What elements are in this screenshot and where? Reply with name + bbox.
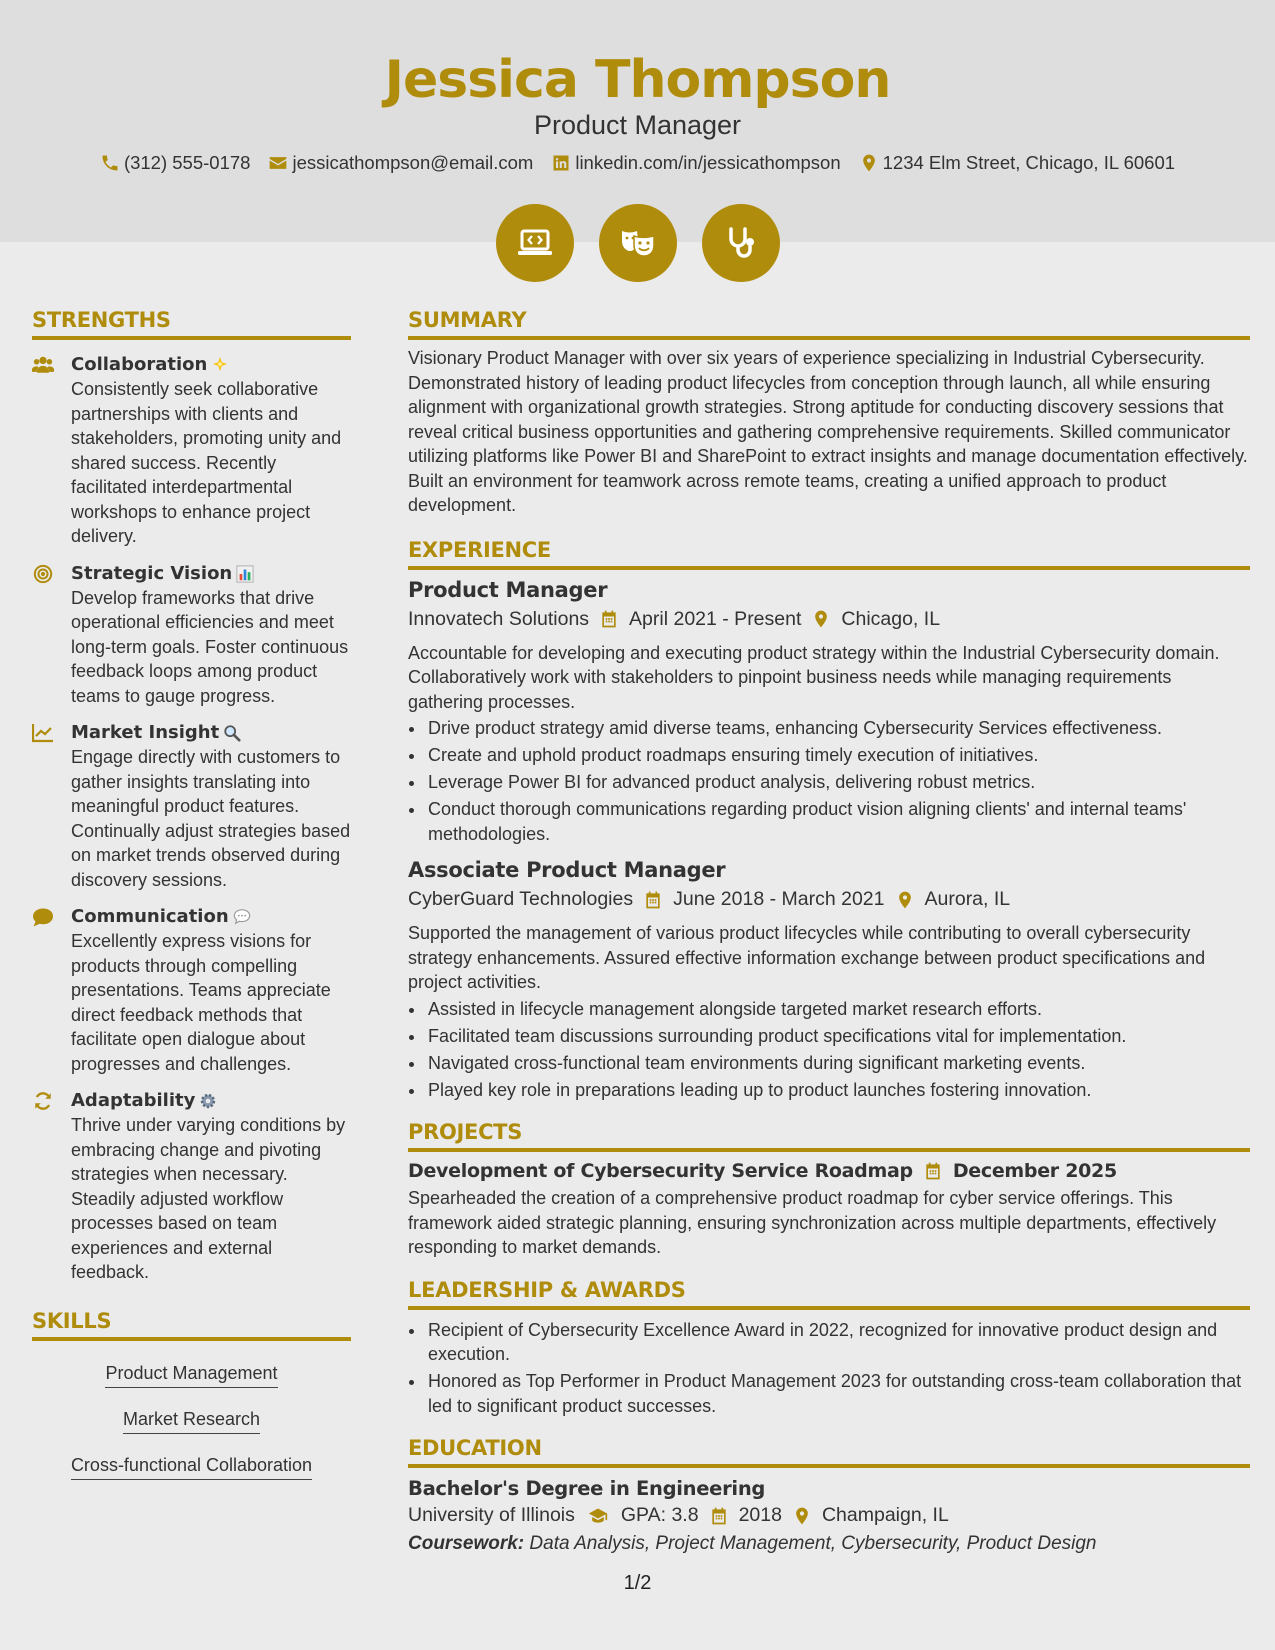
strength-name: Adaptability: [71, 1090, 196, 1111]
strength-adaptability: [32, 1089, 351, 1285]
job-title: Associate Product Manager: [408, 858, 726, 882]
strengths-heading: STRENGTHS: [32, 308, 351, 340]
strength-text: Thrive under varying conditions by embracing change and pivoting strategies when necessary. Steadily adjusted workflow processes based on team experiences and external feedback.: [71, 1115, 346, 1282]
skills-heading: SKILLS: [32, 1309, 351, 1341]
list-item: • Facilitated team discussions surrounding product specifications vital for implementation.: [426, 1024, 1250, 1049]
sparkle-emoji: [211, 356, 229, 374]
calendar-icon: [923, 1161, 943, 1181]
project-entry: [408, 1160, 1250, 1260]
strength-strategic-vision: [32, 562, 351, 709]
project-title: Development of Cybersecurity Service Roadmap: [408, 1160, 913, 1182]
strength-market-insight: [32, 721, 351, 892]
location-pin-icon: [792, 1506, 812, 1526]
leadership-list: [426, 1318, 1250, 1419]
job-description: Accountable for developing and executing product strategy within the Industrial Cybersecurity domain. Collaboratively work with stakeholders to pinpoint business needs while managing requirements gathering processes.: [408, 642, 1220, 712]
strength-text: Develop frameworks that drive operational efficiencies and meet long-term goals. Foster continuous feedback loops among product teams to gauge progress.: [71, 587, 349, 706]
candidate-title: Product Manager: [533, 110, 742, 140]
gpa: GPA: 3.8: [620, 1504, 699, 1526]
calendar-icon: [709, 1506, 729, 1526]
skill-item: Product Management: [105, 1361, 277, 1388]
contact-bar: [0, 152, 1275, 174]
calendar-icon: [599, 609, 619, 629]
location-pin-icon: [859, 153, 879, 173]
target-icon: [32, 564, 56, 586]
contact-address: 1234 Elm Street, Chicago, IL 60601: [859, 152, 1175, 174]
strength-name: Strategic Vision: [71, 562, 233, 584]
phone-icon: [100, 153, 120, 173]
location-pin-icon: [895, 890, 915, 910]
contact-email[interactable]: jessicathompson@email.com: [268, 152, 533, 174]
strength-text: Consistently seek collaborative partnerships with clients and stakeholders, promoting unity and shared success. Recently facilitated interdepartmental workshops to enhance project delivery.: [71, 379, 342, 546]
strength-name: Collaboration: [71, 354, 208, 375]
right-column: [408, 308, 1250, 1555]
magnifier-emoji: [223, 724, 241, 742]
strength-name: Communication: [71, 906, 229, 927]
job-location: Chicago, IL: [841, 607, 941, 630]
list-item: • Navigated cross-functional team environments during significant marketing events.: [426, 1051, 1250, 1076]
calendar-icon: [643, 890, 663, 910]
job-company: CyberGuard Technologies: [408, 888, 634, 910]
project-date: December 2025: [952, 1160, 1117, 1182]
experience-heading: EXPERIENCE: [408, 538, 1250, 570]
candidate-name: Jessica Thompson: [384, 50, 891, 110]
degree-title: Bachelor's Degree in Engineering: [408, 1477, 766, 1500]
list-item: • Recipient of Cybersecurity Excellence Award in 2022, recognized for innovative product design and execution.: [426, 1318, 1250, 1367]
strength-text: Excellently express visions for products through compelling presentations. Teams appreciate direct feedback methods that facilitate open dialogue about progresses and challenges.: [71, 931, 331, 1074]
job-entry: [408, 578, 1250, 847]
project-description: Spearheaded the creation of a comprehensive product roadmap for cyber service offerings. This framework aided strategic planning, ensuring synchronization across multiple departments, effectively responding to market demands.: [408, 1188, 1217, 1257]
job-location: Aurora, IL: [924, 888, 1011, 910]
left-column: [32, 308, 351, 1493]
line-chart-icon: [32, 723, 56, 745]
skill-item: Cross-functional Collaboration: [71, 1453, 312, 1480]
list-item: • Conduct thorough communications regarding product vision aligning clients' and internal teams' methodologies.: [426, 797, 1250, 846]
job-bullets: [426, 716, 1250, 846]
laptop-code-icon: [496, 204, 574, 282]
graduation-year: 2018: [738, 1504, 782, 1526]
job-dates: April 2021 - Present: [629, 607, 802, 630]
speech-bubble-emoji: [233, 908, 251, 926]
job-meta: [408, 888, 1250, 911]
location-pin-icon: [811, 609, 831, 629]
hobby-icons: [0, 204, 1275, 282]
school-name: University of Illinois: [408, 1504, 575, 1526]
contact-linkedin[interactable]: linkedin.com/in/jessicathompson: [551, 152, 840, 174]
bar-chart-emoji: [236, 565, 254, 583]
job-entry: [408, 858, 1250, 1102]
strength-collaboration: [32, 353, 351, 549]
users-icon: [32, 355, 56, 377]
linkedin-icon: [551, 153, 571, 173]
envelope-icon: [268, 153, 288, 173]
list-item: • Create and uphold product roadmaps ensuring timely execution of initiatives.: [426, 743, 1250, 768]
job-bullets: [426, 997, 1250, 1103]
education-heading: EDUCATION: [408, 1436, 1250, 1468]
list-item: • Leverage Power BI for advanced product analysis, delivering robust metrics.: [426, 770, 1250, 795]
graduation-cap-icon: [585, 1506, 611, 1526]
skill-item: Market Research: [123, 1407, 260, 1434]
strength-text: Engage directly with customers to gather insights translating into meaningful product features. Continually adjust strategies based on market trends observed during discovery sessions.: [71, 747, 351, 890]
strength-name: Market Insight: [71, 722, 220, 743]
list-item: • Honored as Top Performer in Product Management 2023 for outstanding cross-team collaboration that led to significant product successes.: [426, 1369, 1250, 1418]
gear-emoji: [199, 1092, 217, 1110]
coursework: [408, 1533, 1250, 1555]
school-location: Champaign, IL: [821, 1504, 949, 1526]
education-meta: [408, 1504, 1250, 1527]
summary-text: Visionary Product Manager with over six years of experience specializing in Industrial Cybersecurity. Demonstrated history of leading product lifecycles from conception through launch, all while ensuring alignment with organizational growth strategies. Strong aptitude for conducting discovery sessions that reveal critical business opportunities and gathering comprehensive requirements. Skilled communicator utilizing platforms like Power BI and SharePoint to extract insights and manage documentation effectively. Built an environment for teamwork across remote teams, creating a unified approach to product development.: [408, 348, 1248, 515]
leadership-heading: LEADERSHIP & AWARDS: [408, 1278, 1250, 1310]
coursework-label: Coursework:: [408, 1533, 525, 1554]
contact-phone[interactable]: (312) 555-0178: [100, 152, 251, 174]
summary-heading: SUMMARY: [408, 308, 1250, 340]
job-company: Innovatech Solutions: [408, 607, 590, 630]
list-item: • Drive product strategy amid diverse teams, enhancing Cybersecurity Services effectiveness.: [426, 716, 1250, 741]
job-meta: [408, 608, 1250, 631]
coursework-list: Data Analysis, Project Management, Cybersecurity, Product Design: [529, 1533, 1097, 1554]
job-dates: June 2018 - March 2021: [673, 888, 885, 910]
theater-masks-icon: [599, 204, 677, 282]
skills-list: [32, 1355, 351, 1493]
page-number: 1/2: [623, 1572, 652, 1594]
list-item: • Played key role in preparations leading up to product launches fostering innovation.: [426, 1078, 1250, 1103]
list-item: • Assisted in lifecycle management alongside targeted market research efforts.: [426, 997, 1250, 1022]
strength-communication: [32, 905, 351, 1076]
comment-icon: [32, 907, 56, 929]
project-header: [408, 1160, 1250, 1182]
job-title: Product Manager: [408, 577, 608, 602]
stethoscope-icon: [702, 204, 780, 282]
job-description: Supported the management of various product lifecycles while contributing to overall cybersecurity strategy enhancements. Assured effective information exchange between product specifications and project activities.: [408, 923, 1206, 992]
projects-heading: PROJECTS: [408, 1120, 1250, 1152]
sync-icon: [32, 1091, 56, 1113]
